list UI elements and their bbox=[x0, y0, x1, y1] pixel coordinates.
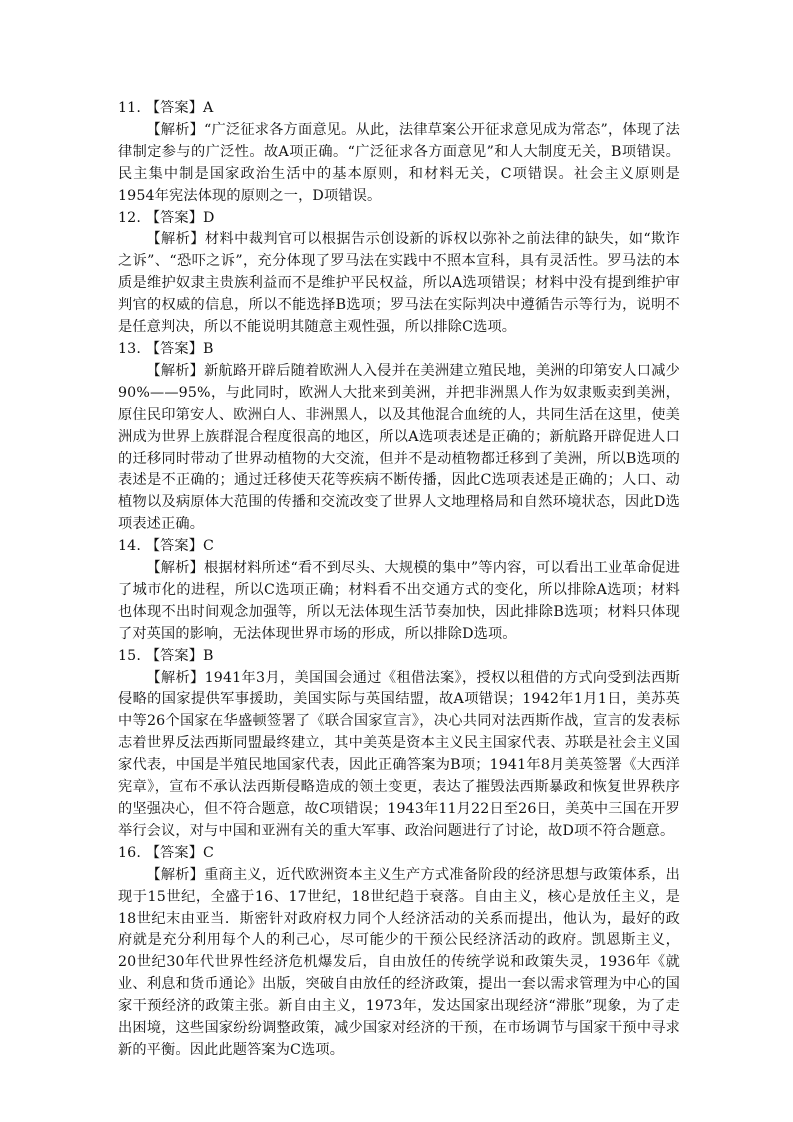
analysis-paragraph bbox=[118, 865, 680, 1062]
answer-line bbox=[118, 339, 680, 361]
question-number: 13. bbox=[118, 340, 142, 357]
analysis-text: 新航路开辟后随着欧洲人入侵并在美洲建立殖民地，美洲的印第安人口减少90%——95%，与此同时，欧洲人大批来到美洲，并把非洲黑人作为奴隶贩卖到美洲，原住民印第安人、欧洲白人、非洲黑人，以及其他混合血统的人，共同生活在这里，使美洲成为世界上族群混合程度很高的地区，所以A选项表述是正确的；新航路开辟促进人口的迁移同时带动了世界动植物的大交流，但并不是动植物都迁移到了美洲，所以B选项的表述是不正确的；通过迁移使天花等疾病不断传播，因此C选项表述是正确的；人口、动植物以及病原体大范围的传播和交流改变了世界人文地理格局和自然环境状态，因此D选项表述正确。 bbox=[118, 362, 680, 533]
answer-key-content bbox=[118, 98, 680, 1062]
question-number: 12. bbox=[118, 209, 142, 226]
answer-tag: 【答案】 bbox=[145, 100, 204, 116]
answer-value: C bbox=[203, 538, 215, 555]
question-11 bbox=[118, 98, 680, 208]
question-13 bbox=[118, 339, 680, 536]
answer-value: C bbox=[203, 844, 215, 861]
question-number: 16. bbox=[118, 844, 142, 861]
answer-tag: 【答案】 bbox=[145, 647, 204, 664]
analysis-text: 1941年3月，美国国会通过《租借法案》，授权以租借的方式向受到法西斯侵略的国家提供军事援助，美国实际与英国结盟，故A项错误；1942年1月1日，美苏英中等26个国家在华盛顿签署了《联合国家宣言》，决心共同对法西斯作战，宣言的发表标志着世界反法西斯同盟最终建立，其中美英是资本主义民主国家代表、苏联是社会主义国家代表，中国是半殖民地国家代表，因此正确答案为B项；1941年8月美英签署《大西洋宪章》，宣布不承认法西斯侵略造成的领土变更，表达了摧毁法西斯暴政和恢复世界秩序的坚强决心，但不符合题意，故C项错误；1943年11月22日至26日，美英中三国在开罗举行会议，对与中国和亚洲有关的重大军事、政治问题进行了讨论，故D项不符合题意。 bbox=[118, 669, 680, 839]
analysis-text: 材料中裁判官可以根据告示创设新的诉权以弥补之前法律的缺失，如“欺诈之诉”、“恐吓之诉”，充分体现了罗马法在实践中不照本宣科，具有灵活性。罗马法的本质是维护奴隶主贵族利益而不是维护平民权益，所以A选项错误；材料中没有提到维护审判官的权威的信息，所以不能选择B选项；罗马法在实际判决中遵循告示等行为，说明不是任意判决，所以不能说明其随意主观性强，所以排除C选项。 bbox=[118, 231, 680, 336]
question-12 bbox=[118, 208, 680, 339]
analysis-tag: 【解析】 bbox=[146, 121, 205, 138]
analysis-tag: 【解析】 bbox=[146, 669, 205, 686]
answer-value: A bbox=[203, 100, 214, 116]
analysis-tag: 【解析】 bbox=[146, 866, 205, 883]
answer-tag: 【答案】 bbox=[145, 538, 204, 555]
answer-line bbox=[118, 98, 680, 120]
analysis-tag: 【解析】 bbox=[146, 362, 205, 379]
question-14 bbox=[118, 536, 680, 646]
analysis-paragraph bbox=[118, 120, 680, 208]
question-number: 14. bbox=[118, 538, 142, 555]
answer-line bbox=[118, 646, 680, 668]
analysis-paragraph bbox=[118, 558, 680, 646]
question-16 bbox=[118, 843, 680, 1062]
question-15 bbox=[118, 646, 680, 843]
answer-value: D bbox=[203, 209, 215, 226]
analysis-paragraph bbox=[118, 229, 680, 339]
analysis-text: 重商主义，近代欧洲资本主义生产方式准备阶段的经济思想与政策体系，出现于15世纪，全盛于16、17世纪，18世纪趋于衰落。自由主义，核心是放任主义，是18世纪末由亚当．斯密针对政府权力同个人经济活动的关系而提出，他认为，最好的政府就是充分利用每个人的利己心，尽可能少的干预公民经济活动的政府。凯恩斯主义，20世纪30年代世界性经济危机爆发后，自由放任的传统学说和政策失灵，1936年《就业、利息和货币通论》出版，突破自由放任的经济政策，提出一套以需求管理为中心的国家干预经济的政策主张。新自由主义，1973年，发达国家出现经济“滞胀”现象，为了走出困境，这些国家纷纷调整政策，减少国家对经济的干预，在市场调节与国家干预中寻求新的平衡。因此此题答案为C选项。 bbox=[118, 866, 680, 1058]
answer-value: B bbox=[203, 340, 214, 357]
analysis-tag: 【解析】 bbox=[146, 231, 205, 248]
question-number: 11. bbox=[118, 100, 142, 116]
analysis-text: “广泛征求各方面意见。从此，法律草案公开征求意见成为常态”，体现了法律制定参与的广泛性。故A项正确。“广泛征求各方面意见”和人大制度无关，B项错误。民主集中制是国家政治生活中的基本原则，和材料无关，C项错误。社会主义原则是1954年宪法体现的原则之一，D项错误。 bbox=[118, 121, 680, 204]
answer-value: B bbox=[203, 647, 214, 664]
answer-tag: 【答案】 bbox=[145, 340, 204, 357]
analysis-text: 根据材料所述“看不到尽头、大规模的集中”等内容，可以看出工业革命促进了城市化的进程，所以C选项正确；材料看不出交通方式的变化，所以排除A选项；材料也体现不出时间观念加强等，所以无法体现生活节奏加快，因此排除B选项；材料只体现了对英国的影响，无法体现世界市场的形成，所以排除D选项。 bbox=[118, 560, 680, 642]
answer-line bbox=[118, 536, 680, 558]
answer-tag: 【答案】 bbox=[145, 844, 204, 861]
question-number: 15. bbox=[118, 647, 142, 664]
analysis-tag: 【解析】 bbox=[146, 560, 205, 577]
analysis-paragraph bbox=[118, 668, 680, 843]
answer-tag: 【答案】 bbox=[145, 209, 204, 226]
analysis-paragraph bbox=[118, 361, 680, 536]
answer-line bbox=[118, 208, 680, 230]
answer-line bbox=[118, 843, 680, 865]
